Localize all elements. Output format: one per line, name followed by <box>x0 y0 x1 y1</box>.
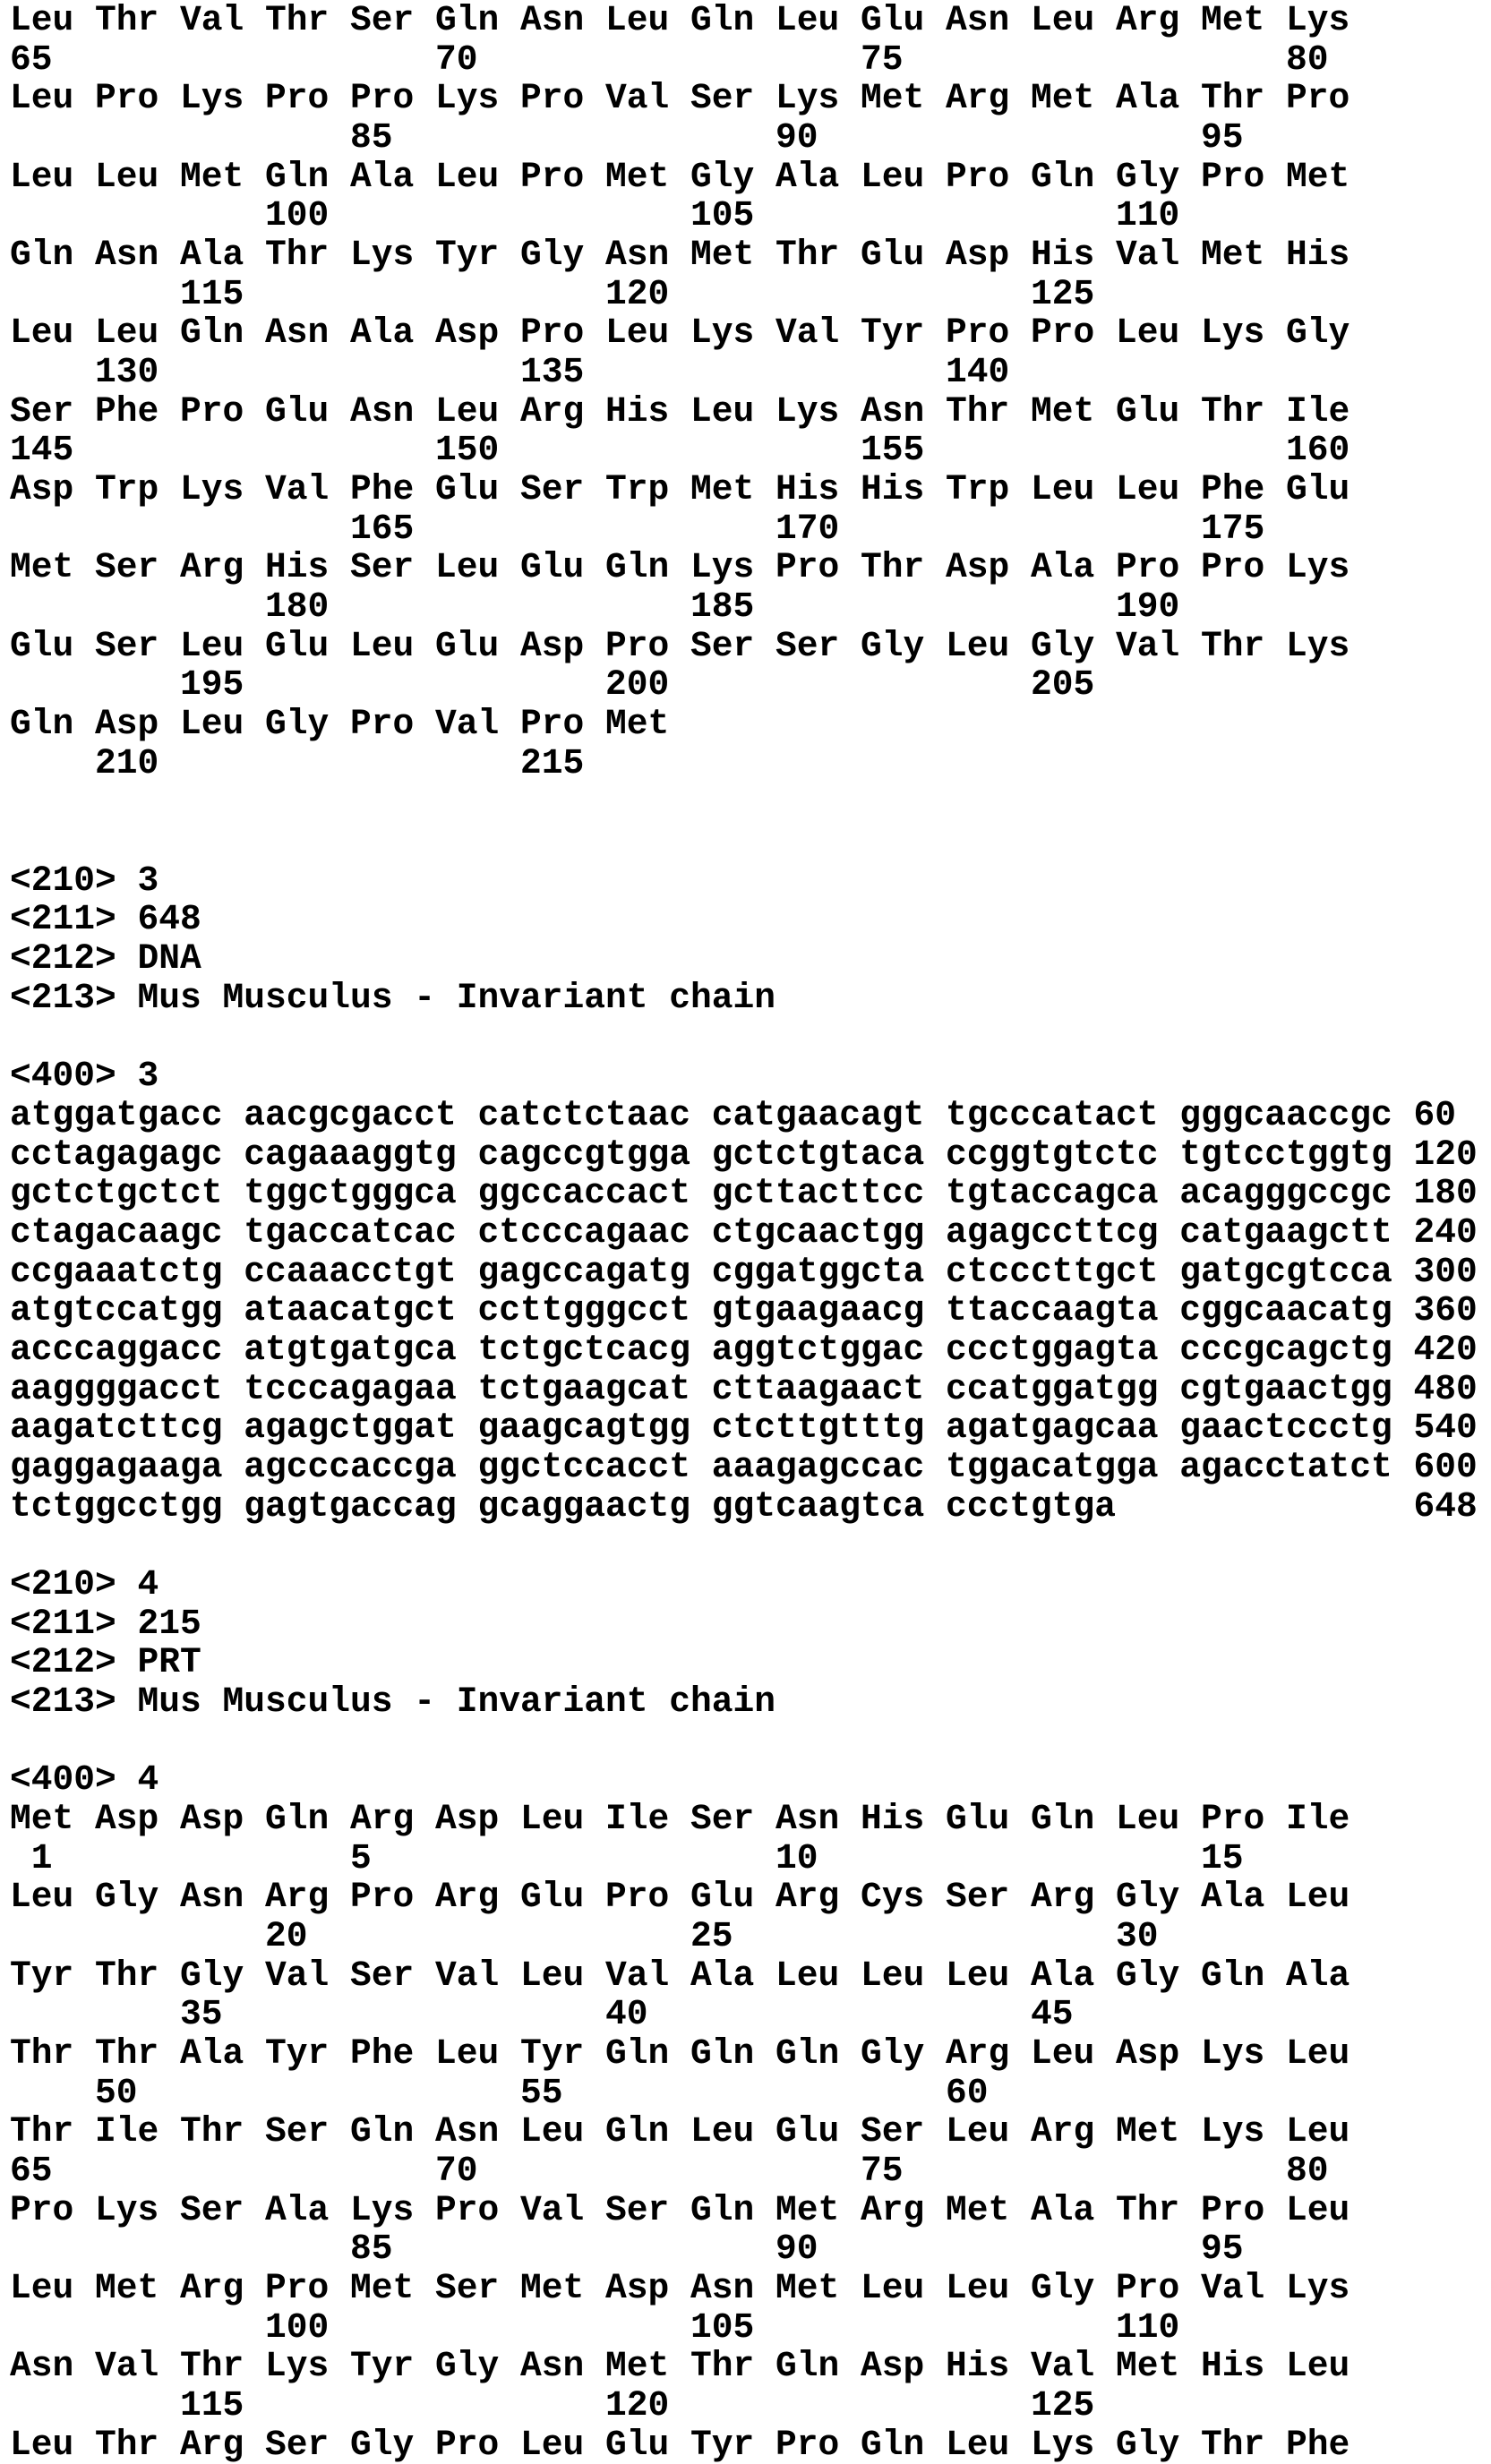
sequence-line: <213> Mus Musculus - Invariant chain <box>10 1681 776 1722</box>
sequence-line: acccaggacc atgtgatgca tctgctcacg aggtctggac ccctggagta cccgcagctg 420 <box>10 1329 1478 1370</box>
sequence-line: aagatcttcg agagctggat gaagcagtgg ctcttgtttg agatgagcaa gaactccctg 540 <box>10 1407 1478 1449</box>
sequence-line: 195 200 205 <box>10 664 1095 706</box>
sequence-line: Leu Pro Lys Pro Pro Lys Pro Val Ser Lys Met Arg Met Ala Thr Pro <box>10 78 1350 119</box>
sequence-line: 85 90 95 <box>10 117 1244 158</box>
sequence-line: Leu Thr Arg Ser Gly Pro Leu Glu Tyr Pro Gln Leu Lys Gly Thr Phe <box>10 2424 1350 2464</box>
seq4-metadata-block <box>10 1565 1491 1722</box>
sequence-line: 180 185 190 <box>10 586 1180 628</box>
seq4-400-identifier: <400> 4 <box>10 1759 159 1801</box>
sequence-line: Asn Val Thr Lys Tyr Gly Asn Met Thr Gln Asp His Val Met His Leu <box>10 2346 1350 2387</box>
seq3-dna-sequence-block <box>10 1096 1491 1526</box>
sequence-line: Met Ser Arg His Ser Leu Glu Gln Lys Pro Thr Asp Ala Pro Pro Lys <box>10 547 1350 588</box>
sequence-line: 65 70 75 80 <box>10 38 1329 80</box>
sequence-line: tctggcctgg gagtgaccag gcaggaactg ggtcaagtca ccctgtga 648 <box>10 1485 1478 1527</box>
sequence-line: 50 55 60 <box>10 2072 989 2113</box>
sequence-line: Thr Thr Ala Tyr Phe Leu Tyr Gln Gln Gln Gly Arg Leu Asp Lys Leu <box>10 2032 1350 2074</box>
sequence-line: 130 135 140 <box>10 352 1010 393</box>
sequence-line: Asp Trp Lys Val Phe Glu Ser Trp Met His His Trp Leu Leu Phe Glu <box>10 469 1350 510</box>
sequence-line: Leu Met Arg Pro Met Ser Met Asp Asn Met Leu Leu Gly Pro Val Lys <box>10 2267 1350 2308</box>
sequence-line: 65 70 75 80 <box>10 2150 1329 2191</box>
sequence-line: ctagacaagc tgaccatcac ctcccagaac ctgcaactgg agagccttcg catgaagctt 240 <box>10 1211 1478 1253</box>
sequence-line: 35 40 45 <box>10 1994 1074 2035</box>
sequence-line: Leu Thr Val Thr Ser Gln Asn Leu Gln Leu Glu Asn Leu Arg Met Lys <box>10 0 1350 40</box>
seq2-protein-tail-block <box>10 1 1491 783</box>
sequence-line: Gln Asn Ala Thr Lys Tyr Gly Asn Met Thr Glu Asp His Val Met His <box>10 235 1350 276</box>
sequence-line: Met Asp Asp Gln Arg Asp Leu Ile Ser Asn His Glu Gln Leu Pro Ile <box>10 1798 1350 1839</box>
sequence-line: gaggagaaga agcccaccga ggctccacct aaagagccac tggacatgga agacctatct 600 <box>10 1446 1478 1487</box>
sequence-line: 1 5 10 15 <box>10 1837 1244 1878</box>
sequence-line: <212> PRT <box>10 1642 201 1683</box>
sequence-line: cctagagagc cagaaaggtg cagccgtgga gctctgtaca ccggtgtctc tgtcctggtg 120 <box>10 1134 1478 1175</box>
sequence-line: gctctgctct tggctgggca ggccaccact gcttacttcc tgtaccagca acagggccgc 180 <box>10 1173 1478 1214</box>
sequence-line: Leu Leu Gln Asn Ala Asp Pro Leu Lys Val Tyr Pro Pro Leu Lys Gly <box>10 312 1350 354</box>
sequence-line: 165 170 175 <box>10 508 1265 549</box>
sequence-line: <210> 3 <box>10 860 159 901</box>
seq3-400-identifier: <400> 3 <box>10 1056 159 1097</box>
sequence-line: <211> 215 <box>10 1603 201 1644</box>
seq3-metadata-block <box>10 861 1491 1018</box>
sequence-line: 115 120 125 <box>10 2385 1095 2426</box>
sequence-line: 145 150 155 160 <box>10 430 1350 471</box>
sequence-line: 20 25 30 <box>10 1915 1159 1956</box>
seq3-sequence-header-block <box>10 1057 1491 1096</box>
sequence-line: 115 120 125 <box>10 273 1095 314</box>
sequence-line: Pro Lys Ser Ala Lys Pro Val Ser Gln Met Arg Met Ala Thr Pro Leu <box>10 2189 1350 2230</box>
sequence-line: 85 90 95 <box>10 2229 1244 2270</box>
sequence-line: Tyr Thr Gly Val Ser Val Leu Val Ala Leu Leu Leu Ala Gly Gln Ala <box>10 1955 1350 1996</box>
sequence-line: Ser Phe Pro Glu Asn Leu Arg His Leu Lys Asn Thr Met Glu Thr Ile <box>10 390 1350 432</box>
sequence-line: Leu Leu Met Gln Ala Leu Pro Met Gly Ala Leu Pro Gln Gly Pro Met <box>10 156 1350 197</box>
sequence-line: 100 105 110 <box>10 2306 1180 2348</box>
sequence-line: ccgaaatctg ccaaacctgt gagccagatg cggatggcta ctcccttgct gatgcgtcca 300 <box>10 1251 1478 1292</box>
sequence-line: atgtccatgg ataacatgct ccttgggcct gtgaagaacg ttaccaagta cggcaacatg 360 <box>10 1290 1478 1331</box>
sequence-line: Glu Ser Leu Glu Leu Glu Asp Pro Ser Ser Gly Leu Gly Val Thr Lys <box>10 625 1350 666</box>
sequence-line: <210> 4 <box>10 1563 159 1604</box>
sequence-line: 210 215 <box>10 742 585 783</box>
sequence-line: Leu Gly Asn Arg Pro Arg Glu Pro Glu Arg Cys Ser Arg Gly Ala Leu <box>10 1877 1350 1918</box>
sequence-line: atggatgacc aacgcgacct catctctaac catgaacagt tgcccatact gggcaaccgc 60 <box>10 1094 1457 1135</box>
sequence-line: Gln Asp Leu Gly Pro Val Pro Met <box>10 704 670 745</box>
sequence-line: aaggggacct tcccagagaa tctgaagcat cttaagaact ccatggatgg cgtgaactgg 480 <box>10 1368 1478 1409</box>
sequence-line: <213> Mus Musculus - Invariant chain <box>10 977 776 1018</box>
seq4-protein-sequence-block <box>10 1800 1491 2464</box>
sequence-line: 100 105 110 <box>10 195 1180 236</box>
sequence-line: <211> 648 <box>10 899 201 940</box>
seq4-sequence-header-block <box>10 1760 1491 1800</box>
sequence-line: <212> DNA <box>10 938 201 980</box>
sequence-line: Thr Ile Thr Ser Gln Asn Leu Gln Leu Glu Ser Leu Arg Met Lys Leu <box>10 2111 1350 2152</box>
